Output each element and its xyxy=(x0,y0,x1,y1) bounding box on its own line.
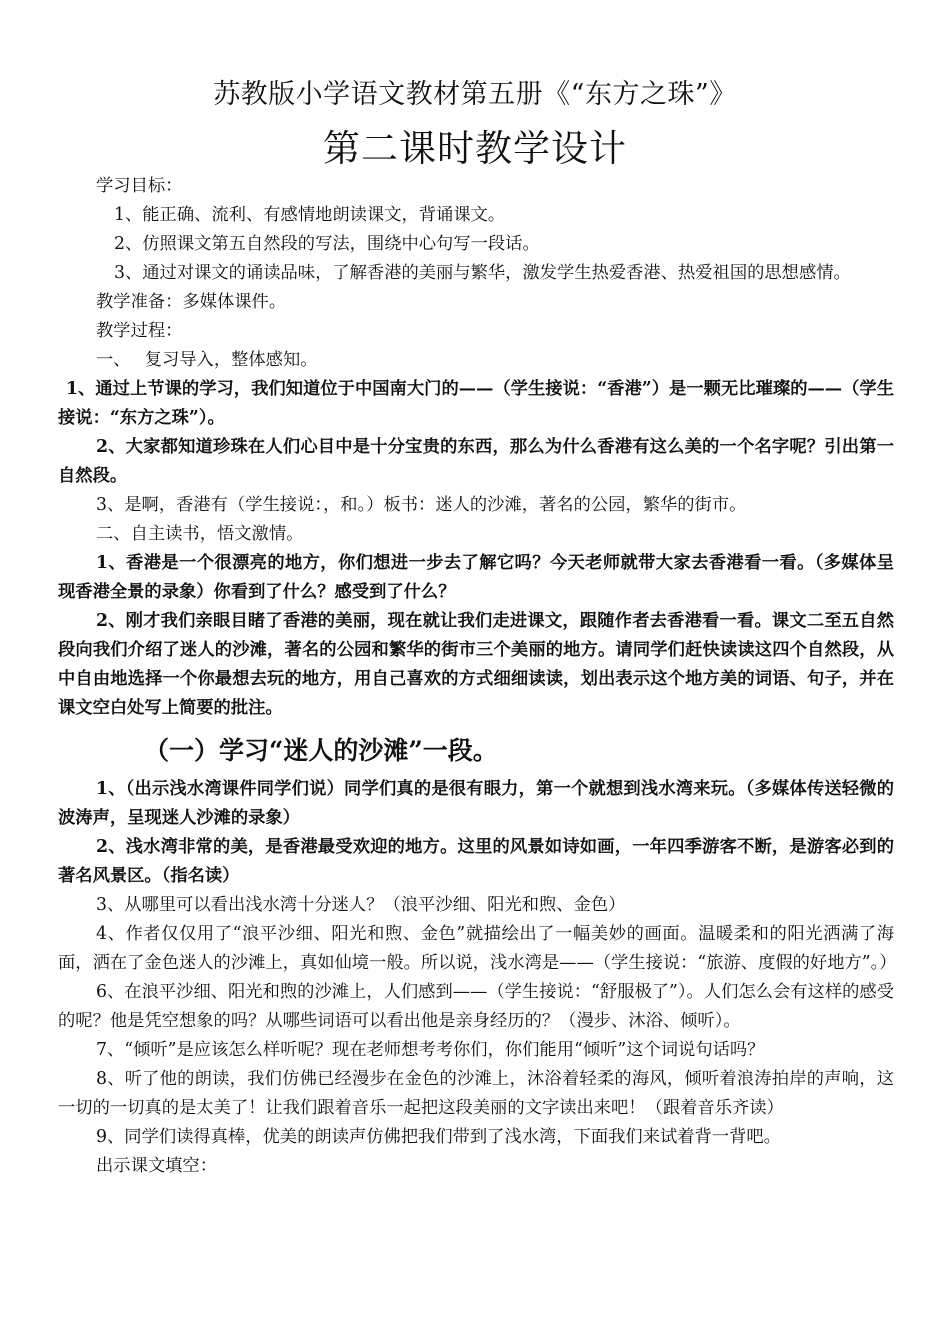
objective-item: 3、通过对课文的诵读品味，了解香港的美丽与繁华，激发学生热爱香港、热爱祖国的思想感情。 xyxy=(114,263,851,283)
paragraph: 6、在浪平沙细、阳光和煦的沙滩上，人们感到——（学生接说：“舒服极了”）。人们怎么会有这样的感受的呢？他是凭空想象的吗？从哪些词语可以看出他是亲身经历的？（漫步、沐浴、倾听）。 xyxy=(58,982,894,1031)
paragraph-bold: 1、通过上节课的学习，我们知道位于中国南大门的——（学生接说：“香港”）是一颗无比璀璨的——（学生接说：“东方之珠”）。 xyxy=(58,379,894,428)
paragraph: 3、从哪里可以看出浅水湾十分迷人？（浪平沙细、阳光和煦、金色） xyxy=(96,895,626,915)
document-title: 苏教版小学语文教材第五册《“东方之珠”》 xyxy=(213,79,737,110)
section-label: 学习目标： xyxy=(96,176,183,196)
section-label: 教学过程： xyxy=(96,321,183,341)
paragraph: 3、是啊，香港有（学生接说：，和。）板书：迷人的沙滩，著名的公园，繁华的街市。 xyxy=(96,495,747,515)
document-body xyxy=(58,172,897,1181)
section-heading: （一）学习“迷人的沙滩”一段。 xyxy=(144,736,498,765)
paragraph: 出示课文填空： xyxy=(96,1156,217,1176)
preparation-line: 教学准备：多媒体课件。 xyxy=(96,292,287,312)
paragraph: 9、同学们读得真棒，优美的朗读声仿佛把我们带到了浅水湾，下面我们来试着背一背吧。 xyxy=(96,1127,781,1147)
document-subtitle: 第二课时教学设计 xyxy=(323,127,627,170)
paragraph-bold: 2、大家都知道珍珠在人们心目中是十分宝贵的东西，那么为什么香港有这么美的一个名字呢？引出第一自然段。 xyxy=(58,437,894,486)
objective-item: 2、仿照课文第五自然段的写法，围绕中心句写一段话。 xyxy=(114,234,540,254)
paragraph: 7、“倾听”是应该怎么样听呢？现在老师想考考你们，你们能用“倾听”这个词说句话吗？ xyxy=(96,1040,765,1060)
paragraph-bold: 1、（出示浅水湾课件同学们说）同学们真的是很有眼力，第一个就想到浅水湾来玩。（多媒体传送轻微的波涛声，呈现迷人沙滩的录象） xyxy=(58,779,894,828)
paragraph-bold: 2、浅水湾非常的美，是香港最受欢迎的地方。这里的风景如诗如画，一年四季游客不断，是游客必到的著名风景区。（指名读） xyxy=(58,837,894,886)
step-heading: 二、自主读书，悟文激情。 xyxy=(96,524,304,544)
paragraph-bold: 1、香港是一个很漂亮的地方，你们想进一步去了解它吗？今天老师就带大家去香港看一看。（多媒体呈现香港全景的录象）你看到了什么？感受到了什么？ xyxy=(58,553,894,602)
paragraph: 8、听了他的朗读，我们仿佛已经漫步在金色的沙滩上，沐浴着轻柔的海风，倾听着浪涛拍岸的声响，这一切的一切真的是太美了！让我们跟着音乐一起把这段美丽的文字读出来吧！（跟着音乐齐读） xyxy=(58,1069,894,1118)
step-heading: 一、 复习导入，整体感知。 xyxy=(96,350,318,370)
objective-item: 1、能正确、流利、有感情地朗读课文，背诵课文。 xyxy=(114,205,506,225)
paragraph: 4、作者仅仅用了“浪平沙细、阳光和煦、金色”就描绘出了一幅美妙的画面。温暖柔和的阳光洒满了海面，洒在了金色迷人的沙滩上，真如仙境一般。所以说，浅水湾是——（学生接说：“旅游、度假的好地方”。） xyxy=(58,924,897,973)
paragraph-bold: 2、刚才我们亲眼目睹了香港的美丽，现在就让我们走进课文，跟随作者去香港看一看。课文二至五自然段向我们介绍了迷人的沙滩，著名的公园和繁华的街市三个美丽的地方。请同学们赶快读读这四个自然段，从中自由地选择一个你最想去玩的地方，用自己喜欢的方式细细读读，划出表示这个地方美的词语、句子，并在课文空白处写上简要的批注。 xyxy=(58,611,894,718)
